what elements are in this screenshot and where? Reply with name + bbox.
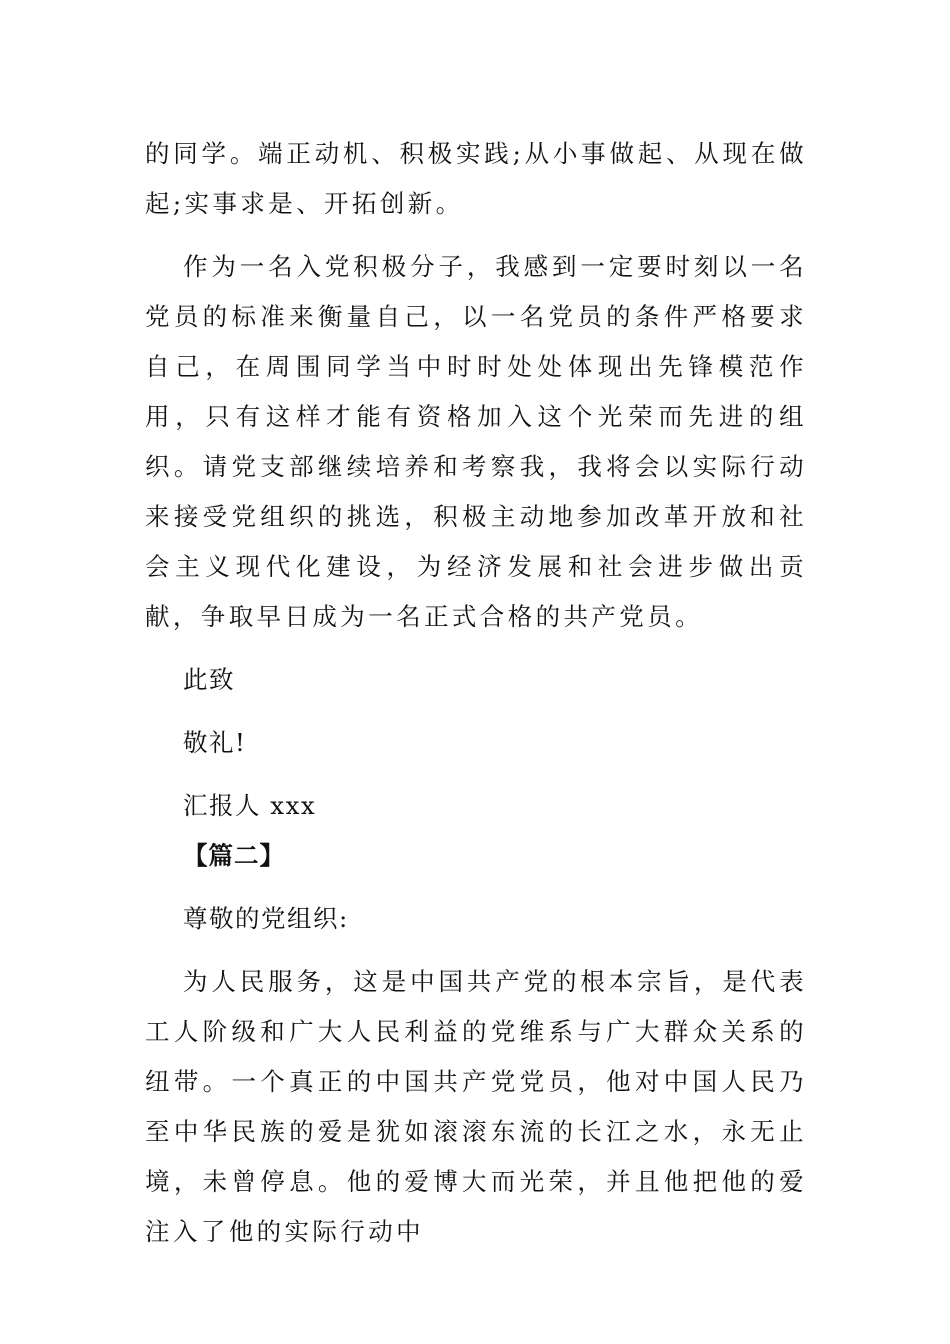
salutation: 尊敬的党组织:	[183, 904, 349, 933]
paragraph-activist-commitment: 作为一名入党积极分子，我感到一定要时刻以一名党员的标准来衡量自己，以一名党员的条件严格要求自己，在周围同学当中时时处处体现出先锋模范作用，只有这样才能有资格加入这个光荣而先进的组织。请党支部继续培养和考察我，我将会以实际行动来接受党组织的挑选，积极主动地参加改革开放和社会主义现代化建设，为经济发展和社会进步做出贡献，争取早日成为一名正式合格的共产党员。	[145, 252, 807, 631]
document-body	[145, 129, 807, 1257]
closing-line-2: 敬礼!	[183, 728, 247, 757]
signature-line: 汇报人 xxx	[183, 791, 317, 820]
paragraph-continuation: 的同学。端正动机、积极实践;从小事做起、从现在做起;实事求是、开拓创新。	[145, 139, 807, 218]
paragraph-serve-the-people: 为人民服务，这是中国共产党的根本宗旨，是代表工人阶级和广大人民利益的党维系与广大群众关系的纽带。一个真正的中国共产党党员，他对中国人民乃至中华民族的爱是犹如滚滚东流的长江之水，永无止境，未曾停息。他的爱博大而光荣，并且他把他的爱注入了他的实际行动中	[145, 967, 807, 1246]
section-heading: 【篇二】	[183, 841, 285, 870]
closing-line-1: 此致	[183, 665, 235, 694]
